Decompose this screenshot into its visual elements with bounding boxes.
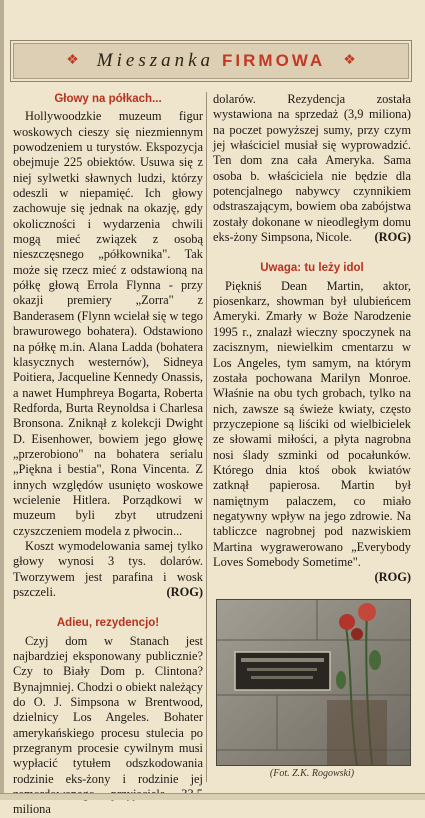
article-adieu — [13, 616, 203, 817]
page-bottom-edge — [0, 793, 425, 800]
article-signature: (ROG) — [166, 585, 203, 599]
section-header — [10, 40, 412, 82]
header-title-part1: Mieszanka — [96, 50, 215, 71]
article-text: dolarów. Rezydencja została wystawiona na sprzedaż (3,9 miliona) na poczet powyższej sumy, przy czym jej właściciel musiał się wyprowadzić. Ten dom zna cała Ameryka. Sama osoba b. właściciela nie będzie dla potencjalnego nabywcy czynnikiem odstraszającym, bowiem oba zabójstwa zostały dokonane w nieodległym domu eks-żony Simpsona, Nicole. — [213, 92, 411, 245]
article-paragraph — [213, 279, 411, 586]
article-heading: Głowy na półkach... — [54, 93, 162, 105]
article-heading: Uwaga: tu leży idol — [260, 262, 364, 275]
article-heading: Adieu, rezydencjo! — [56, 617, 160, 630]
ornament-right-icon: ❖ — [343, 53, 356, 68]
left-column — [13, 92, 203, 818]
article-text: Piękniś Dean Martin, aktor, piosenkarz, showman był ulubieńcem Ameryki. Zmarły w Boże Narodzenie 1995 r., znalazł wieczny spoczynek na zacisznym, niewielkim cmentarzu w Los Angeles, tym samym, na którym została pochowana Marilyn Monroe. Właśnie na obu tych grobach, tylko na nich, zawsze są świeże kwiaty, często przyczepione są liściki od wielbicielek ze słowami miłości, a płyta nagrobna nosi ślady szminki od pocałunków. Którego dnia ktoś obok kwiatów zatknął papierosa. Martin był namiętnym palaczem, co miało negatywny wpływ na jego zdrowie. Na tabliczce nagrobnej pod nazwiskiem Martina wygrawerowano „Everybody Loves Somebody Sometime". — [213, 278, 411, 569]
photo-caption: (Fot. Z.K. Rogowski) — [269, 768, 355, 779]
article-signature: (ROG) — [374, 230, 411, 245]
article-paragraph-final — [13, 539, 203, 600]
article-signature: (ROG) — [374, 570, 411, 585]
article-uwaga — [213, 261, 411, 585]
article-paragraph: Czyj dom w Stanach jest najbardziej eksponowany publicznie? Czy to Biały Dom p. Clintona? Bynajmniej. Chodzi o obiekt należący do O. J. Simpsona w Brentwood, dzielnicy Los Angeles. Bohater amerykańskiego procesu stulecia po przegranym procesie cywilnym musi wypłacić tytułem odszkodowania rodzinie eks-żony i rodzinie jej miliona — [13, 633, 203, 817]
grave-photo-image — [217, 600, 410, 765]
grave-photo — [216, 599, 411, 766]
article-continuation — [213, 92, 411, 245]
ornament-left-icon: ❖ — [66, 53, 79, 68]
article-glowy — [13, 92, 203, 600]
article-paragraph: Hollywoodzkie muzeum figur woskowych cieszy się niezmiennym powodzeniem u turystów. Ekspozycja obejmuje 225 obiektów. Usuwa się z niej sylwetki sławnych ludzi, którzy odeszli w niepamięć. Ich głowy zachowuje się jednak na okazję, gdy okoliczności i wydarzenia chwili mogą mieć związek z osobą nieszczęsnego „półkownika". Tak może się rzecz mieć z odstawioną na półkę głową Errola Flynna - przy okazji premiery „Zorra" z Banderasem (Flynn wcielał się w tego brawurowego bohatera). Odstawiono na półkę m.in. Alana Ladda (bohatera klasycznych westernów), Sidneya Poitiera, Jacqueline Kennedy Onassis, a nawet Humphreya Bogarta, Roberta Redforda, Burta Reynoldsa i Charlesa Bronsona. Zniknął z kolekcji Dwight D. Eisenhower, bowiem jego głowę „przerobiono" na bohatera serialu „Piękna i bestia", Rona Vincenta. Z innych względów usunięto woskowe wcielenie Hitlera. Porządkowi w muzeum byli zbyt utrudzeni czyszczeniem modela z płwocin... — [13, 109, 203, 538]
page-edge — [0, 0, 4, 800]
header-title-part2: FIRMOWA — [222, 51, 326, 70]
column-divider — [206, 92, 207, 782]
article-text: Koszt wymodelowania samej tylko głowy wynosi 3 tys. dolarów. Tworzywem jest parafina i wosk pszczeli. — [13, 538, 203, 599]
right-column — [213, 92, 411, 586]
